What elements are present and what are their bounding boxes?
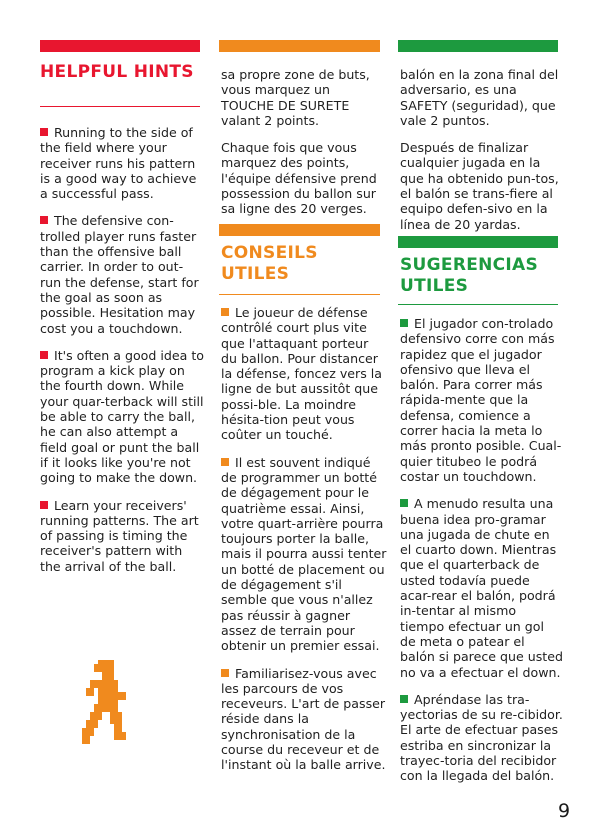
orange-bullet-icon	[221, 308, 229, 316]
spanish-carryover-2: Después de finalizar cualquier jugada en la que ha obtenido pun-tos, el balón se trans-fiere al equipo defen-sivo en la línea de 20 yardas.	[400, 140, 559, 232]
english-body	[40, 125, 204, 586]
orange-bullet-icon	[221, 669, 229, 677]
green-bullet-icon	[400, 695, 408, 703]
spanish-heading-rule	[398, 304, 558, 305]
spanish-heading: SUGERENCIAS UTILES	[400, 255, 539, 296]
french-carryover-2: Chaque fois que vous marquez des points, l'équipe défensive prend possession du ballon sur sa ligne des 20 verges.	[221, 140, 377, 217]
english-heading-rule	[40, 106, 200, 107]
spanish-paragraph-2: A menudo resulta una buena idea pro-gramar una jugada de chute en el cuarto down. Mientras que el quarterback de usted todavía puede acar-rear el balón, podrá in-tentar al mismo tiempo efectuar un gol de meta o patear el balón si parece que usted no va a efectuar el down.	[400, 496, 563, 680]
page-number: 9	[558, 800, 571, 822]
french-color-bar	[219, 40, 380, 52]
spanish-paragraph-1: El jugador con-trolado defensivo corre con más rapidez que el jugador ofensivo que lleva el balón. Para correr más rápida-mente que la defensa, comience a correr hacia la meta lo más pronto posible. Cual-quier titubeo le podrá costar un touchdown.	[400, 316, 562, 484]
english-color-bar	[40, 40, 200, 52]
french-body	[221, 305, 387, 785]
french-heading-bar	[219, 224, 380, 236]
french-paragraph-2: Il est souvent indiqué de programmer un botté de dégagement pour le quatrième essai. Ainsi, votre quart-arrière pourra toujours porter la balle, mais il pourra aussi tenter un botté de placement ou de dégagement s'il semble que vous n'allez pas réussir à gagner assez de terrain pour obtenir un premier essai.	[221, 454, 387, 654]
running-player-icon	[82, 660, 126, 748]
green-bullet-icon	[400, 499, 408, 507]
spanish-heading-bar	[398, 236, 558, 248]
red-bullet-icon	[40, 351, 48, 359]
spanish-carryover-1: balón en la zona final del adversario, es una SAFETY (seguridad), que vale 2 puntos.	[400, 67, 559, 128]
spanish-color-bar	[398, 40, 558, 52]
spanish-paragraph-3: Apréndase las tra-yectorias de su re-cibidor. El arte de efectuar pases estriba en sincronizar la trayec-toria del recibidor con la llegada del balón.	[400, 691, 563, 784]
french-carryover-1: sa propre zone de buts, vous marquez un TOUCHE DE SURETE valant 2 points.	[221, 67, 370, 128]
red-bullet-icon	[40, 501, 48, 509]
spanish-body	[400, 316, 563, 796]
english-paragraph-2: The defensive con-trolled player runs faster than the offensive ball carrier. In order to out-run the defense, start for the goal as soon as possible. Hesitation may cost you a touchdown.	[40, 213, 199, 336]
french-heading-rule	[219, 294, 380, 295]
english-paragraph-3: It's often a good idea to program a kick play on the fourth down. While your quar-terback will still be able to carry the ball, he can also attempt a field goal or punt the ball if it looks like you're not going to make the down.	[40, 347, 204, 486]
french-paragraph-1: Le joueur de défense contrôlé court plus vite que l'attaquant porteur du ballon. Pour distancer la défense, foncez vers la ligne de but aussitôt que possi-ble. La moindre hésita-tion peut vous coûter un touché.	[221, 305, 383, 443]
french-carryover	[221, 67, 385, 229]
english-paragraph-4: Learn your receivers' running patterns. The art of passing is timing the receiver's pattern with the arrival of the ball.	[40, 497, 199, 574]
english-paragraph-1: Running to the side of the field where your receiver runs his pattern is a good way to achieve a successful pass.	[40, 125, 197, 202]
french-heading: CONSEILS UTILES	[221, 243, 318, 284]
spanish-carryover	[400, 67, 562, 244]
english-heading: HELPFUL HINTS	[40, 62, 194, 82]
red-bullet-icon	[40, 216, 48, 224]
french-paragraph-3: Familiarisez-vous avec les parcours de vos receveurs. L'art de passer réside dans la synchronisation de la course du receveur et de l'instant où la balle arrive.	[221, 665, 386, 773]
green-bullet-icon	[400, 319, 408, 327]
orange-bullet-icon	[221, 458, 229, 466]
red-bullet-icon	[40, 128, 48, 136]
